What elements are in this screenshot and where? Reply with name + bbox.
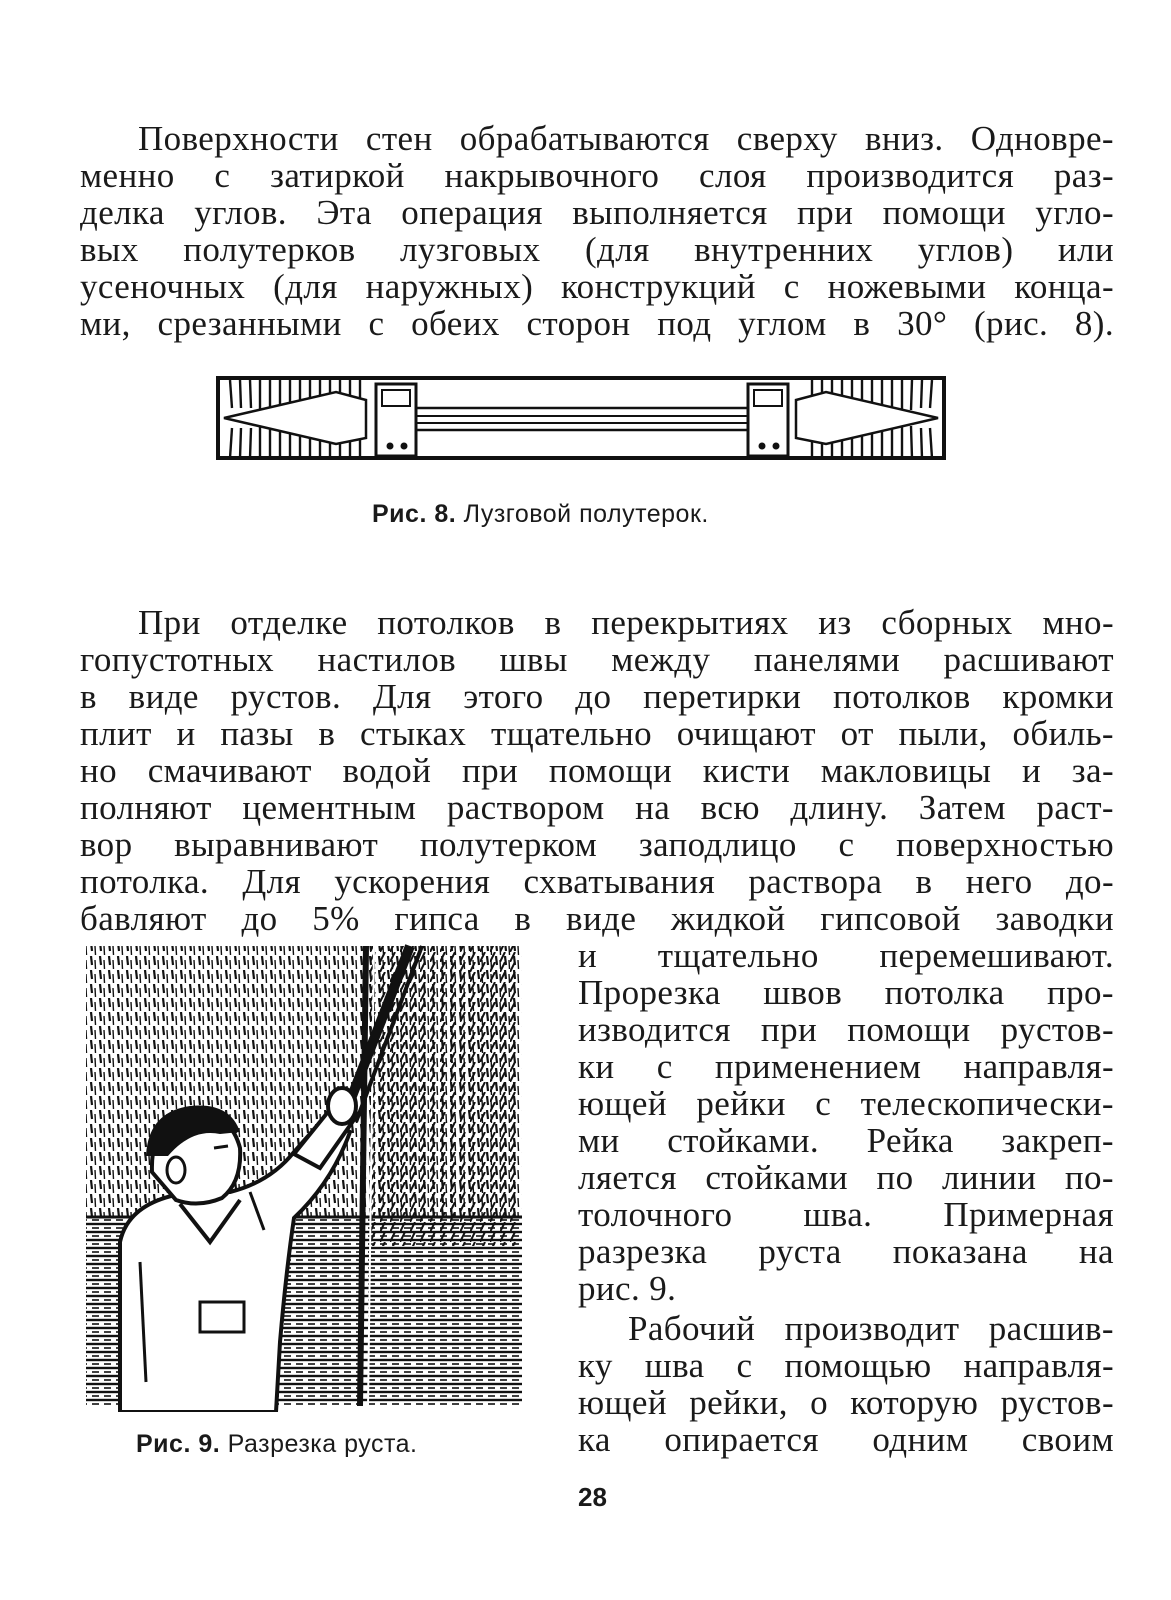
text-line: При отделке потолков в перекрытиях из сборных мно- — [138, 603, 1114, 642]
text-line: вых полутерков лузговых (для внутренних углов) или — [80, 230, 1114, 269]
text-line: бавляют до 5% гипса в виде жидкой гипсовой заводки — [80, 899, 1114, 938]
page-number: 28 — [578, 1482, 607, 1512]
text-line: ляется стойками по линии по- — [578, 1158, 1114, 1197]
paragraph-2 — [80, 604, 1114, 937]
text-line: ющей рейки с телескопически- — [578, 1084, 1114, 1123]
figure-9-caption — [136, 1430, 418, 1459]
figure-8-caption — [372, 500, 709, 529]
text-line: изводится при помощи рустов- — [578, 1010, 1114, 1049]
text-line: толочного шва. Примерная — [578, 1195, 1114, 1234]
text-line: но смачивают водой при помощи кисти макловицы и за- — [80, 751, 1114, 790]
text-line: в виде рустов. Для этого до перетирки потолков кромки — [80, 677, 1114, 716]
paragraph-2-column — [578, 937, 1114, 1307]
paragraph-3 — [578, 1310, 1114, 1458]
text-line: ку шва с помощью направля- — [578, 1346, 1114, 1385]
text-line: и тщательно перемешивают. — [578, 936, 1114, 975]
figure-9-number: Рис. 9. — [136, 1430, 221, 1458]
text-line: менно с затиркой накрывочного слоя производится раз- — [80, 156, 1114, 195]
text-line: полняют цементным раствором на всю длину. Затем раст- — [80, 788, 1114, 827]
text-line: ка опирается одним своим — [578, 1420, 1114, 1459]
text-line: делка углов. Эта операция выполняется при помощи угло- — [80, 193, 1114, 232]
figure-8-number: Рис. 8. — [372, 500, 457, 528]
text-line: Поверхности стен обрабатываются сверху вниз. Одновре- — [138, 119, 1114, 158]
text-line: ки с применением направля- — [578, 1047, 1114, 1086]
figure-8-trowel-drawing — [216, 372, 948, 464]
text-line: усеночных (для наружных) конструкций с ножевыми конца- — [80, 267, 1114, 306]
text-line: потолка. Для ускорения схватывания раствора в него до- — [80, 862, 1114, 901]
text-line: Рабочий производит расшив- — [628, 1309, 1114, 1348]
text-line: ми, срезанными с обеих сторон под углом в 30° (рис. 8). — [80, 304, 1114, 343]
figure-8-title: Лузговой полутерок. — [463, 500, 709, 528]
text-line: гопустотных настилов швы между панелями расшивают — [80, 640, 1114, 679]
text-line: плит и пазы в стыках тщательно очищают от пыли, обиль- — [80, 714, 1114, 753]
text-line: разрезка руста показана на — [578, 1232, 1114, 1271]
figure-9-title: Разрезка руста. — [227, 1430, 418, 1458]
paragraph-1 — [80, 120, 1114, 342]
text-line: вор выравнивают полутерком заподлицо с поверхностью — [80, 825, 1114, 864]
text-line: Прорезка швов потолка про- — [578, 973, 1114, 1012]
figure-9-worker-illustration — [80, 942, 528, 1412]
text-line: рис. 9. — [578, 1269, 677, 1308]
text-line: ющей рейки, о которую рустов- — [578, 1383, 1114, 1422]
text-line: ми стойками. Рейка закреп- — [578, 1121, 1114, 1160]
